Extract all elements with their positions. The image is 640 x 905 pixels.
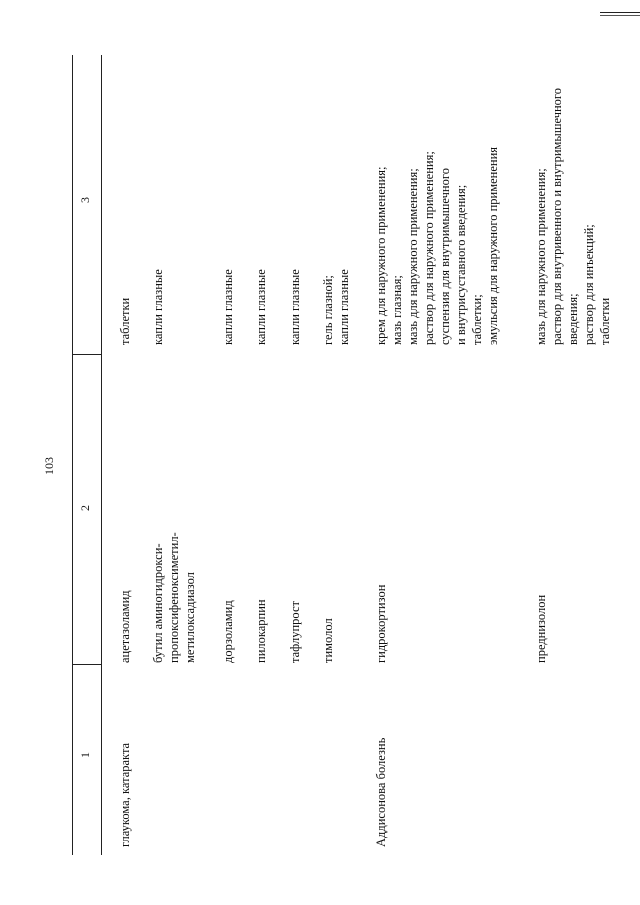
drug-cell: преднизолон bbox=[534, 594, 548, 663]
dosage-forms-cell: капли глазные bbox=[288, 269, 302, 345]
drug-cell: пилокарпин bbox=[254, 599, 268, 663]
column-header-3: 3 bbox=[78, 197, 92, 203]
drug-cell: бутил аминогидрокси- пропоксифеноксиметил- метилоксадиазол bbox=[151, 532, 197, 663]
header-column-divider bbox=[72, 354, 101, 355]
header-bottom-border bbox=[101, 55, 102, 855]
dosage-forms-cell: мазь для наружного применения; раствор для внутривенного и внутримышечного введения; раствор для инъекций; таблетки bbox=[534, 88, 612, 345]
disease-cell: Аддисонова болезнь bbox=[374, 737, 388, 847]
dosage-forms-cell: капли глазные bbox=[151, 269, 165, 345]
dosage-forms-cell: крем для наружного применения; мазь глазная; мазь для наружного применения; раствор для наружного применения; суспензия для внутримышечного и внутрисуставного введения; таблетки; эмульсия для наружного применения bbox=[374, 146, 500, 345]
drug-cell: дорзоламид bbox=[221, 600, 235, 663]
drug-cell: тафлупрост bbox=[288, 601, 302, 663]
page-number: 103 bbox=[42, 457, 56, 475]
drug-cell: ацетазоламид bbox=[118, 590, 132, 663]
dosage-forms-cell: капли глазные bbox=[221, 269, 235, 345]
drug-cell: гидрокортизон bbox=[374, 584, 388, 663]
column-header-1: 1 bbox=[78, 752, 92, 758]
dosage-forms-cell: таблетки bbox=[118, 297, 132, 345]
column-header-2: 2 bbox=[78, 505, 92, 511]
dosage-forms-cell: гель глазной; капли глазные bbox=[321, 269, 351, 345]
drug-cell: тимолол bbox=[321, 618, 335, 663]
disease-cell: глаукома, катаракта bbox=[118, 742, 132, 847]
header-column-divider bbox=[72, 664, 101, 665]
dosage-forms-cell: капли глазные bbox=[254, 269, 268, 345]
table-top-border bbox=[72, 55, 73, 855]
